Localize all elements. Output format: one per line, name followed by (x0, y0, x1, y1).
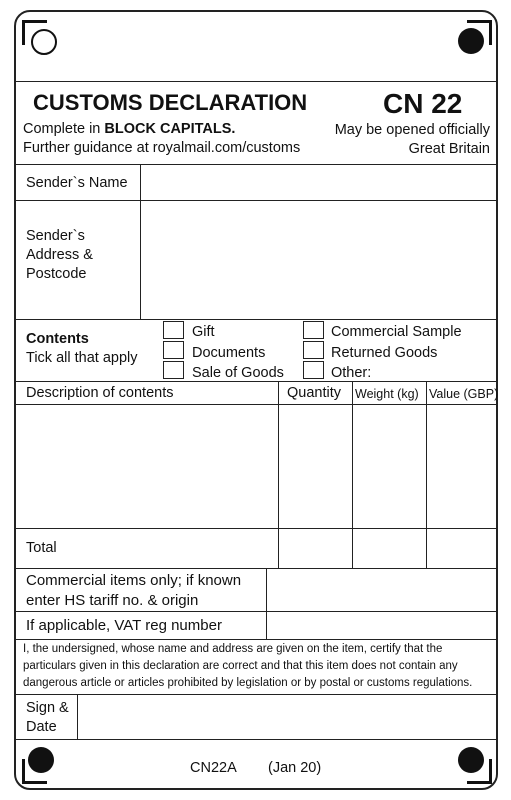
opened-officially-note: May be opened officially (334, 122, 490, 138)
declaration-text: I, the undersigned, whose name and address are given on the item, certify that the (23, 643, 443, 655)
sale-of-goods-option-label: Sale of Goods (192, 365, 284, 381)
sale-of-goods-checkbox[interactable] (163, 361, 184, 379)
documents-option-label: Documents (192, 345, 266, 361)
divider (77, 694, 78, 739)
filled-circle-icon (28, 747, 54, 773)
other-option-label: Other: (331, 365, 372, 381)
sender-address-label: Address & (26, 247, 93, 263)
circle-outline-icon (31, 29, 57, 55)
commercial-sample-option-label: Commercial Sample (331, 324, 462, 340)
documents-checkbox[interactable] (163, 341, 184, 359)
sender-address-label: Postcode (26, 266, 87, 282)
gift-option-label: Gift (192, 324, 215, 340)
column-header-description: Description of contents (26, 385, 174, 401)
divider (14, 739, 498, 740)
instruction-prefix: Complete in (23, 121, 105, 137)
divider (14, 568, 498, 569)
divider (140, 164, 141, 319)
sign-date-label: Sign & (26, 700, 69, 716)
column-header-value: Value (GBP) (429, 387, 499, 401)
divider (352, 381, 353, 568)
guidance-text: Further guidance at royalmail.com/customs (23, 140, 301, 156)
sign-date-label: Date (26, 719, 57, 735)
divider (14, 319, 498, 320)
divider (266, 568, 267, 639)
sender-address-field[interactable] (142, 202, 496, 318)
declaration-text: dangerous article or articles prohibited by legislation or by postal or customs regulations. (23, 677, 473, 689)
contents-instruction: Tick all that apply (26, 350, 138, 366)
country-label: Great Britain (408, 141, 490, 157)
gift-checkbox[interactable] (163, 321, 184, 339)
form-title: CUSTOMS DECLARATION (33, 90, 308, 115)
hs-tariff-label: Commercial items only; if known (26, 572, 242, 589)
divider (14, 164, 498, 165)
sender-address-label: Sender`s (26, 228, 85, 244)
form-code: CN 22 (383, 88, 463, 119)
returned-goods-option-label: Returned Goods (331, 345, 438, 361)
declaration-text: particulars given in this declaration are correct and that this item does not contain any (23, 660, 458, 672)
contents-heading: Contents (26, 331, 89, 347)
divider (14, 81, 498, 82)
column-header-weight: Weight (kg) (355, 387, 419, 401)
sender-name-label: Sender`s Name (26, 175, 128, 191)
instruction-text (23, 120, 235, 138)
total-value-field[interactable] (428, 530, 496, 567)
description-field[interactable] (16, 406, 277, 527)
divider (426, 381, 427, 568)
filled-circle-icon (458, 747, 484, 773)
edition-date: (Jan 20) (268, 760, 322, 776)
hs-tariff-field[interactable] (268, 570, 496, 610)
signature-field[interactable] (79, 696, 496, 738)
total-weight-field[interactable] (354, 530, 425, 567)
form-code-footer: CN22A (190, 760, 237, 776)
divider (14, 611, 498, 612)
divider (14, 200, 498, 201)
vat-number-field[interactable] (268, 613, 496, 638)
quantity-field[interactable] (280, 406, 351, 527)
vat-number-label: If applicable, VAT reg number (26, 617, 222, 634)
returned-goods-checkbox[interactable] (303, 341, 324, 359)
sender-name-field[interactable] (142, 166, 496, 199)
column-header-quantity: Quantity (287, 385, 341, 401)
instruction-bold: BLOCK CAPITALS. (104, 121, 236, 137)
commercial-sample-checkbox[interactable] (303, 321, 324, 339)
weight-field[interactable] (354, 406, 425, 527)
filled-circle-icon (458, 28, 484, 54)
other-checkbox[interactable] (303, 361, 324, 379)
divider (14, 694, 498, 695)
hs-tariff-label: enter HS tariff no. & origin (26, 592, 199, 609)
divider (278, 381, 279, 568)
divider (14, 639, 498, 640)
value-field[interactable] (428, 406, 496, 527)
total-label: Total (26, 540, 57, 556)
